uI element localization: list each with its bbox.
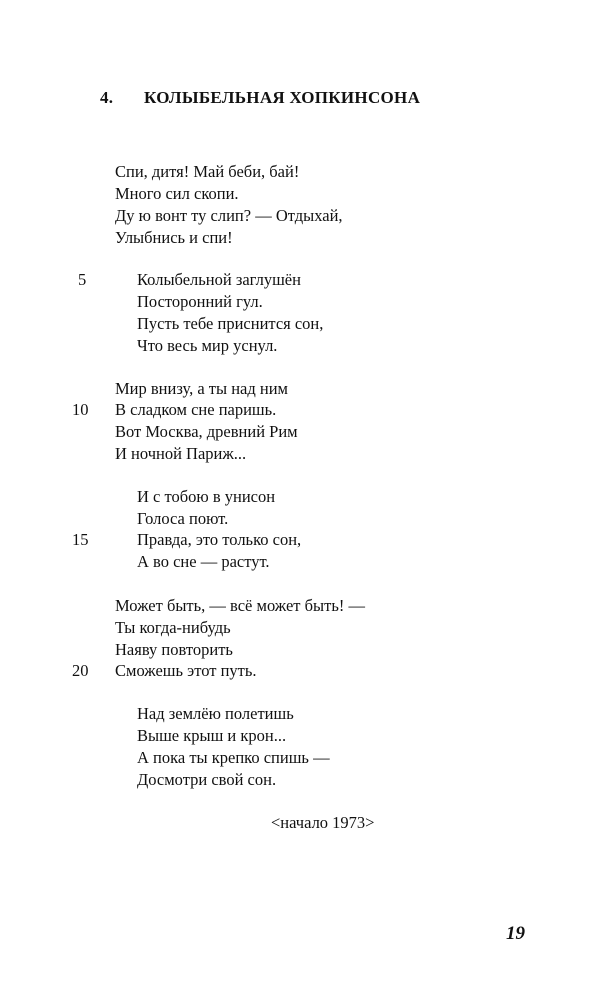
poem-line: Голоса поют. bbox=[137, 509, 229, 528]
line-number: 10 bbox=[72, 400, 89, 419]
poem-line: А во сне — растут. bbox=[137, 552, 270, 571]
poem-line: Мир внизу, а ты над ним bbox=[115, 379, 288, 398]
line-number: 5 bbox=[78, 270, 87, 289]
poem-line: Сможешь этот путь. bbox=[115, 661, 257, 680]
poem-line: Ты когда-нибудь bbox=[115, 618, 231, 637]
poem-number: 4. bbox=[100, 88, 114, 107]
line-number: 20 bbox=[72, 661, 89, 680]
poem-line: И с тобою в унисон bbox=[137, 487, 276, 506]
poem-date: <начало 1973> bbox=[271, 813, 375, 832]
poem-line: Ду ю вонт ту слип? — Отдыхай, bbox=[115, 206, 343, 225]
poem-line: Может быть, — всё может быть! — bbox=[115, 596, 365, 615]
poem-line: Пусть тебе приснится сон, bbox=[137, 314, 324, 333]
poem-line: Колыбельной заглушён bbox=[137, 270, 301, 289]
poem-line: И ночной Париж... bbox=[115, 444, 247, 463]
poem-line: Улыбнись и спи! bbox=[115, 228, 233, 247]
poem-title: КОЛЫБЕЛЬНАЯ ХОПКИНСОНА bbox=[144, 88, 421, 107]
poem-line: Досмотри свой сон. bbox=[137, 770, 277, 789]
poem-line: Выше крыш и крон... bbox=[137, 726, 287, 745]
poem-line: Много сил скопи. bbox=[115, 184, 239, 203]
poem-line: Посторонний гул. bbox=[137, 292, 263, 311]
poem-line: А пока ты крепко спишь — bbox=[137, 748, 330, 767]
poem-heading bbox=[100, 88, 420, 108]
poem-line: Спи, дитя! Май беби, бай! bbox=[115, 162, 300, 181]
poem-line: Наяву повторить bbox=[115, 640, 233, 659]
poem-line: Правда, это только сон, bbox=[137, 530, 302, 549]
page-number: 19 bbox=[506, 923, 525, 944]
poem-line: Над землёю полетишь bbox=[137, 704, 294, 723]
poem-line: Что весь мир уснул. bbox=[137, 336, 278, 355]
poem-line: Вот Москва, древний Рим bbox=[115, 422, 298, 441]
poem-line: В сладком сне паришь. bbox=[115, 400, 277, 419]
line-number: 15 bbox=[72, 530, 89, 549]
